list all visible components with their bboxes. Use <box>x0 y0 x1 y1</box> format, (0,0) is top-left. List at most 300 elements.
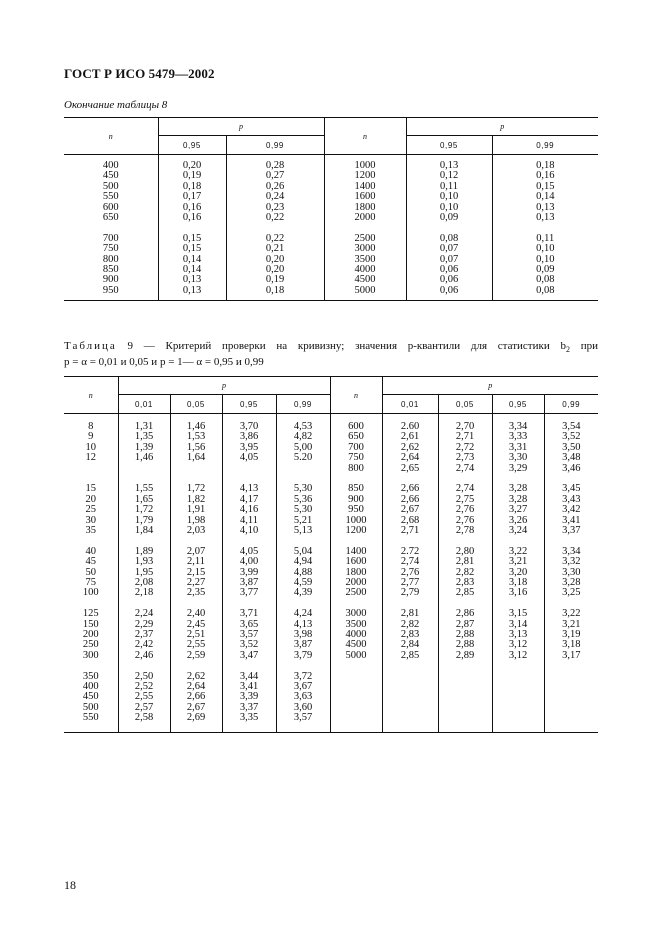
table-value: 45 <box>85 556 96 568</box>
table-value: 4,82 <box>293 431 313 443</box>
table-value: 5.20 <box>293 452 313 464</box>
t9-col-099-right <box>544 414 598 733</box>
table-value: 0,19 <box>182 170 202 182</box>
table-value: 0,10 <box>536 253 555 265</box>
table-value: 3,21 <box>562 618 581 630</box>
table-value: 3,29 <box>508 462 528 474</box>
t8-col-095-right <box>406 155 492 301</box>
table-value: 3,77 <box>239 587 259 599</box>
table-value: 150 <box>82 618 99 630</box>
t8-col-header: 0,95 <box>158 136 226 155</box>
t9-col-n-right <box>330 414 382 733</box>
table-value: 600 <box>102 201 119 213</box>
table-value: 12 <box>85 452 96 464</box>
table-value: 2,08 <box>134 577 154 589</box>
table-value: 550 <box>82 712 99 724</box>
table-value: 2,51 <box>186 629 206 641</box>
table-value: 5,04 <box>293 545 313 557</box>
table-value: 3,33 <box>508 431 528 443</box>
table-value: 2,81 <box>400 608 420 620</box>
caption-subscript: 2 <box>565 345 570 355</box>
t8-col-header: 0,99 <box>226 136 324 155</box>
table-value: 0,28 <box>265 160 285 171</box>
table-value: 2,07 <box>186 545 206 557</box>
table-value: 3,60 <box>293 701 313 713</box>
table-value: 450 <box>82 691 99 703</box>
caption-line-2: p = α = 0,01 и 0,05 и p = 1— α = 0,95 и 0,99 <box>64 356 264 369</box>
table-value: 1,72 <box>186 483 206 495</box>
table-value: 0,08 <box>536 284 555 296</box>
t9-col-header: 0,01 <box>382 395 438 414</box>
table-value: 3,24 <box>508 525 528 537</box>
table-8 <box>64 117 598 301</box>
table-value: 1,64 <box>186 452 206 464</box>
t9-n-header-left: n <box>64 377 118 414</box>
table-value: 2,55 <box>134 691 154 703</box>
table-value: 600 <box>348 421 364 432</box>
table-value: 2,66 <box>186 691 206 703</box>
table-value: 900 <box>348 493 364 505</box>
table-value: 1600 <box>354 191 376 203</box>
table-value: 1,46 <box>186 421 206 432</box>
table-value: 2,81 <box>455 556 475 568</box>
document-header: ГОСТ Р ИСО 5479—2002 <box>64 66 215 81</box>
table-value: 2,57 <box>134 701 154 713</box>
t9-col-header: 0,01 <box>118 395 170 414</box>
table-value: 2,66 <box>400 483 420 495</box>
table-value: 0,23 <box>265 201 285 213</box>
table-value: 3,28 <box>508 493 528 505</box>
table-value: 0,18 <box>182 180 202 192</box>
table-value: 2,15 <box>186 566 206 578</box>
table-value: 2,85 <box>400 649 420 661</box>
table-value: 2,73 <box>455 452 475 464</box>
table-9-caption <box>64 340 598 368</box>
caption-text: 9 — Критерий проверки на кривизну; значения p-квантили для статистики b <box>116 340 566 352</box>
table-value: 2,82 <box>400 618 420 630</box>
table-value: 2,89 <box>455 649 475 661</box>
table-value: 950 <box>348 504 364 516</box>
t9-col-001-right <box>382 414 438 733</box>
table-value: 3,21 <box>508 556 528 568</box>
table-value: 2,50 <box>134 670 154 682</box>
table-value: 2,29 <box>134 618 154 630</box>
table-value: 2,86 <box>455 608 475 620</box>
table-value: 1,79 <box>134 514 154 526</box>
table-value: 1200 <box>345 525 367 537</box>
table-value: 75 <box>85 577 96 589</box>
table-value: 2,67 <box>400 504 420 516</box>
table-value: 3,57 <box>239 629 259 641</box>
table-value: 2,61 <box>400 431 420 443</box>
table-value: 5,36 <box>293 493 313 505</box>
t9-col-095-right <box>492 414 544 733</box>
table-value: 3,18 <box>508 577 528 589</box>
table-value: 650 <box>102 212 119 224</box>
table-value: 3,44 <box>239 670 259 682</box>
table-value: 2500 <box>345 587 367 599</box>
table-value: 0,09 <box>439 212 459 224</box>
table-value: 2000 <box>354 212 376 224</box>
table-value: 3,70 <box>239 421 259 432</box>
table-value: 2,46 <box>134 649 154 661</box>
table-continuation-label: Окончание таблицы 8 <box>64 99 168 111</box>
table-value: 3,22 <box>508 545 528 557</box>
t9-n-header-right: n <box>330 377 382 414</box>
table-value: 0,21 <box>265 243 285 255</box>
table-value: 3,28 <box>562 577 581 589</box>
table-value: 4,17 <box>239 493 259 505</box>
t8-col-header: 0,99 <box>492 136 598 155</box>
table-value: 3,41 <box>562 514 581 526</box>
table-value: 3,41 <box>239 681 259 693</box>
table-value: 2,79 <box>400 587 420 599</box>
table-value: 3,42 <box>562 504 581 516</box>
table-value: 0,16 <box>536 170 555 182</box>
table-value: 4000 <box>345 629 367 641</box>
table-value: 2,82 <box>455 566 475 578</box>
table-value: 3,71 <box>239 608 259 620</box>
table-value: 2,65 <box>400 462 420 474</box>
table-value: 2500 <box>354 232 376 244</box>
t9-col-005-left <box>170 414 222 733</box>
table-value: 4,94 <box>293 556 313 568</box>
table-value: 0,13 <box>439 160 459 171</box>
table-value: 4500 <box>354 274 376 286</box>
table-value: 0,15 <box>182 232 202 244</box>
table-value: 3,43 <box>562 493 581 505</box>
table-value: 2,69 <box>186 712 206 724</box>
table-value: 3,17 <box>562 649 581 661</box>
row-gap <box>171 464 222 474</box>
table-value: 3,72 <box>293 670 313 682</box>
table-value: 3,18 <box>562 639 581 651</box>
table-value: 8 <box>88 421 94 432</box>
table-value: 2,74 <box>455 483 475 495</box>
table-value: 5,00 <box>293 441 313 453</box>
table-value: 30 <box>85 514 96 526</box>
table-value: 0,08 <box>439 232 459 244</box>
table-value: 0,11 <box>440 180 458 192</box>
table-value: 3500 <box>354 253 376 265</box>
table-value: 200 <box>82 629 99 641</box>
table-value: 2,87 <box>455 618 475 630</box>
table-value: 1,84 <box>134 525 154 537</box>
table-value: 3,79 <box>293 649 313 661</box>
table-value: 900 <box>102 274 119 286</box>
table-9 <box>64 376 598 733</box>
table-value: 2,55 <box>186 639 206 651</box>
table-value: 2,03 <box>186 525 206 537</box>
table-value: 4,05 <box>239 452 259 464</box>
table-value: 1,89 <box>134 545 154 557</box>
table-value: 4500 <box>345 639 367 651</box>
table-value: 2,83 <box>400 629 420 641</box>
table-value: 0,24 <box>265 191 285 203</box>
table-value: 0,06 <box>439 274 459 286</box>
table-value: 3500 <box>345 618 367 630</box>
table-value: 0,15 <box>182 243 202 255</box>
caption-table-word: Таблица <box>64 340 117 352</box>
table-value: 3,19 <box>562 629 581 641</box>
table-value: 4000 <box>354 264 376 276</box>
table-value: 3,87 <box>293 639 313 651</box>
t9-col-header: 0,99 <box>544 395 598 414</box>
table-value: 2,11 <box>187 556 205 568</box>
table-value: 2,71 <box>400 525 420 537</box>
table-value: 4,13 <box>239 483 259 495</box>
table-value: 1,55 <box>134 483 154 495</box>
table-value: 1,35 <box>134 431 154 443</box>
table-value: 125 <box>82 608 99 620</box>
table-value: 2,75 <box>455 493 475 505</box>
table-value: 1,65 <box>134 493 154 505</box>
table-value: 350 <box>82 670 99 682</box>
table-value: 4,00 <box>239 556 259 568</box>
table-value: 0,11 <box>536 232 555 244</box>
table-value: 2,68 <box>400 514 420 526</box>
table-value: 3,15 <box>508 608 528 620</box>
table-value: 4,39 <box>293 587 313 599</box>
table-value: 40 <box>85 545 96 557</box>
table-value: 2,67 <box>186 701 206 713</box>
table-value: 950 <box>102 284 119 296</box>
table-value: 300 <box>82 649 99 661</box>
t9-col-header: 0,99 <box>276 395 330 414</box>
table-value: 1000 <box>345 514 367 526</box>
table-value: 3,65 <box>239 618 259 630</box>
table-value: 1,46 <box>134 452 154 464</box>
table-value: 3,32 <box>562 556 581 568</box>
table-value: 3,98 <box>293 629 313 641</box>
table-value: 2,62 <box>400 441 420 453</box>
table-value: 1,31 <box>134 421 154 432</box>
table-value: 2,62 <box>186 670 206 682</box>
table-value: 3,37 <box>239 701 259 713</box>
table-value: 2,77 <box>400 577 420 589</box>
table-value: 1400 <box>345 545 367 557</box>
table-value: 0,12 <box>439 170 459 182</box>
table-value: 5,21 <box>293 514 313 526</box>
table-value: 0,06 <box>439 284 459 296</box>
table-value: 2,40 <box>186 608 206 620</box>
table-value: 750 <box>348 452 364 464</box>
table-value: 0,10 <box>536 243 555 255</box>
table-value: 3,45 <box>562 483 581 495</box>
table-value: 800 <box>348 462 364 474</box>
table-value: 3,54 <box>562 421 581 432</box>
table-value: 2,59 <box>186 649 206 661</box>
table-value: 700 <box>102 232 119 244</box>
table-value: 3,46 <box>562 462 581 474</box>
table-value: 850 <box>102 264 119 276</box>
table-value: 0,20 <box>182 160 202 171</box>
table-value: 3,48 <box>562 452 581 464</box>
table-value: 3,86 <box>239 431 259 443</box>
table-value: 1,95 <box>134 566 154 578</box>
table-value: 9 <box>88 431 94 443</box>
table-value: 0,17 <box>182 191 202 203</box>
table-value: 3,34 <box>562 545 581 557</box>
table-value: 2,37 <box>134 629 154 641</box>
t8-col-n-left <box>64 155 158 301</box>
t8-p-header-left: p <box>158 118 324 136</box>
table-value: 1800 <box>345 566 367 578</box>
table-value: 4,53 <box>293 421 313 432</box>
table-value: 1,93 <box>134 556 154 568</box>
table-value: 2,83 <box>455 577 475 589</box>
table-value: 0,07 <box>439 243 459 255</box>
table-value: 1600 <box>345 556 367 568</box>
table-value: 1,72 <box>134 504 154 516</box>
table-value: 0,20 <box>265 264 285 276</box>
caption-end: при <box>569 340 598 352</box>
table-value: 3,14 <box>508 618 528 630</box>
t8-n-header-left: n <box>64 118 158 155</box>
table-value: 3,37 <box>562 525 581 537</box>
table-value: 550 <box>102 191 119 203</box>
t9-col-099-left <box>276 414 330 733</box>
table-value: 50 <box>85 566 96 578</box>
table-value: 2.60 <box>400 421 420 432</box>
t8-col-n-right <box>324 155 406 301</box>
table-value: 2,18 <box>134 587 154 599</box>
table-value: 15 <box>85 483 96 495</box>
table-value: 3,16 <box>508 587 528 599</box>
table-value: 4,10 <box>239 525 259 537</box>
row-gap <box>223 464 276 474</box>
table-value: 0,08 <box>536 274 555 286</box>
table-value: 3,52 <box>562 431 581 443</box>
table-value: 0,16 <box>182 212 202 224</box>
table-value: 1000 <box>354 160 376 171</box>
t9-col-095-left <box>222 414 276 733</box>
t8-p-header-right: p <box>406 118 598 136</box>
table-value: 1400 <box>354 180 376 192</box>
table-value: 3,12 <box>508 639 528 651</box>
t9-p-header-right: p <box>382 377 598 395</box>
table-value: 0,06 <box>439 264 459 276</box>
table-value: 3,35 <box>239 712 259 724</box>
table-value: 800 <box>102 253 119 265</box>
table-value: 2,74 <box>455 462 475 474</box>
t8-col-095-left <box>158 155 226 301</box>
table-value: 3,39 <box>239 691 259 703</box>
table-value: 0,20 <box>265 253 285 265</box>
table-value: 1,39 <box>134 441 154 453</box>
table-value: 2,72 <box>455 441 475 453</box>
table-value: 2,52 <box>134 681 154 693</box>
table-value: 3,34 <box>508 421 528 432</box>
table-value: 2,85 <box>455 587 475 599</box>
table-value: 2,66 <box>400 493 420 505</box>
table-value: 700 <box>348 441 364 453</box>
table-value: 2,70 <box>455 421 475 432</box>
table-value: 0,15 <box>536 180 555 192</box>
table-value: 2,24 <box>134 608 154 620</box>
t9-col-header: 0,05 <box>438 395 492 414</box>
table-value: 0,14 <box>182 264 202 276</box>
table-value: 2,42 <box>134 639 154 651</box>
table-value: 450 <box>102 170 119 182</box>
table-value: 3,26 <box>508 514 528 526</box>
table-value: 500 <box>82 701 99 713</box>
table-value: 2,64 <box>400 452 420 464</box>
t8-col-099-right <box>492 155 598 301</box>
table-value: 4,13 <box>293 618 313 630</box>
t8-col-099-left <box>226 155 324 301</box>
table-value: 5,30 <box>293 483 313 495</box>
table-value: 0,10 <box>439 201 459 213</box>
table-value: 2,76 <box>400 566 420 578</box>
table-value: 3000 <box>354 243 376 255</box>
table-value: 0,13 <box>182 284 202 296</box>
table-value: 3,50 <box>562 441 581 453</box>
table-value: 3,30 <box>562 566 581 578</box>
table-value: 2,27 <box>186 577 206 589</box>
t9-col-n-left <box>64 414 118 733</box>
table-value: 4,59 <box>293 577 313 589</box>
table-value: 0,18 <box>265 284 285 296</box>
t9-col-header: 0,05 <box>170 395 222 414</box>
table-value: 2,78 <box>455 525 475 537</box>
table-value: 3,95 <box>239 441 259 453</box>
table-value: 0,13 <box>536 201 555 213</box>
table-value: 1,82 <box>186 493 206 505</box>
table-value: 4,88 <box>293 566 313 578</box>
table-value: 2,35 <box>186 587 206 599</box>
table-value: 0,07 <box>439 253 459 265</box>
table-value: 3,20 <box>508 566 528 578</box>
table-value: 3,67 <box>293 681 313 693</box>
table-value: 0,26 <box>265 180 285 192</box>
t9-col-header: 0,95 <box>492 395 544 414</box>
table-value: 5,30 <box>293 504 313 516</box>
table-value: 20 <box>85 493 96 505</box>
table-value: 2,76 <box>455 504 475 516</box>
table-value: 3,52 <box>239 639 259 651</box>
row-gap <box>277 464 330 474</box>
table-value: 3,87 <box>239 577 259 589</box>
table-value: 3,22 <box>562 608 581 620</box>
table-value: 850 <box>348 483 364 495</box>
table-value: 5,13 <box>293 525 313 537</box>
table-value: 4,05 <box>239 545 259 557</box>
table-value: 2,76 <box>455 514 475 526</box>
t8-n-header-right: n <box>324 118 406 155</box>
row-gap <box>119 464 170 474</box>
table-value: 400 <box>102 160 119 171</box>
table-value: 750 <box>102 243 119 255</box>
table-value: 3,13 <box>508 629 528 641</box>
table-value: 1,53 <box>186 431 206 443</box>
table-value: 2,84 <box>400 639 420 651</box>
table-value: 3,25 <box>562 587 581 599</box>
t9-col-001-left <box>118 414 170 733</box>
table-value: 0,19 <box>265 274 285 286</box>
t9-col-005-right <box>438 414 492 733</box>
table-value: 4,16 <box>239 504 259 516</box>
table-value: 2000 <box>345 577 367 589</box>
table-value: 1200 <box>354 170 376 182</box>
table-value: 0,14 <box>182 253 202 265</box>
table-value: 4,24 <box>293 608 313 620</box>
table-value: 400 <box>82 681 99 693</box>
table-value: 2,64 <box>186 681 206 693</box>
table-value: 2,88 <box>455 629 475 641</box>
table-value: 3,30 <box>508 452 528 464</box>
table-value: 2,74 <box>400 556 420 568</box>
